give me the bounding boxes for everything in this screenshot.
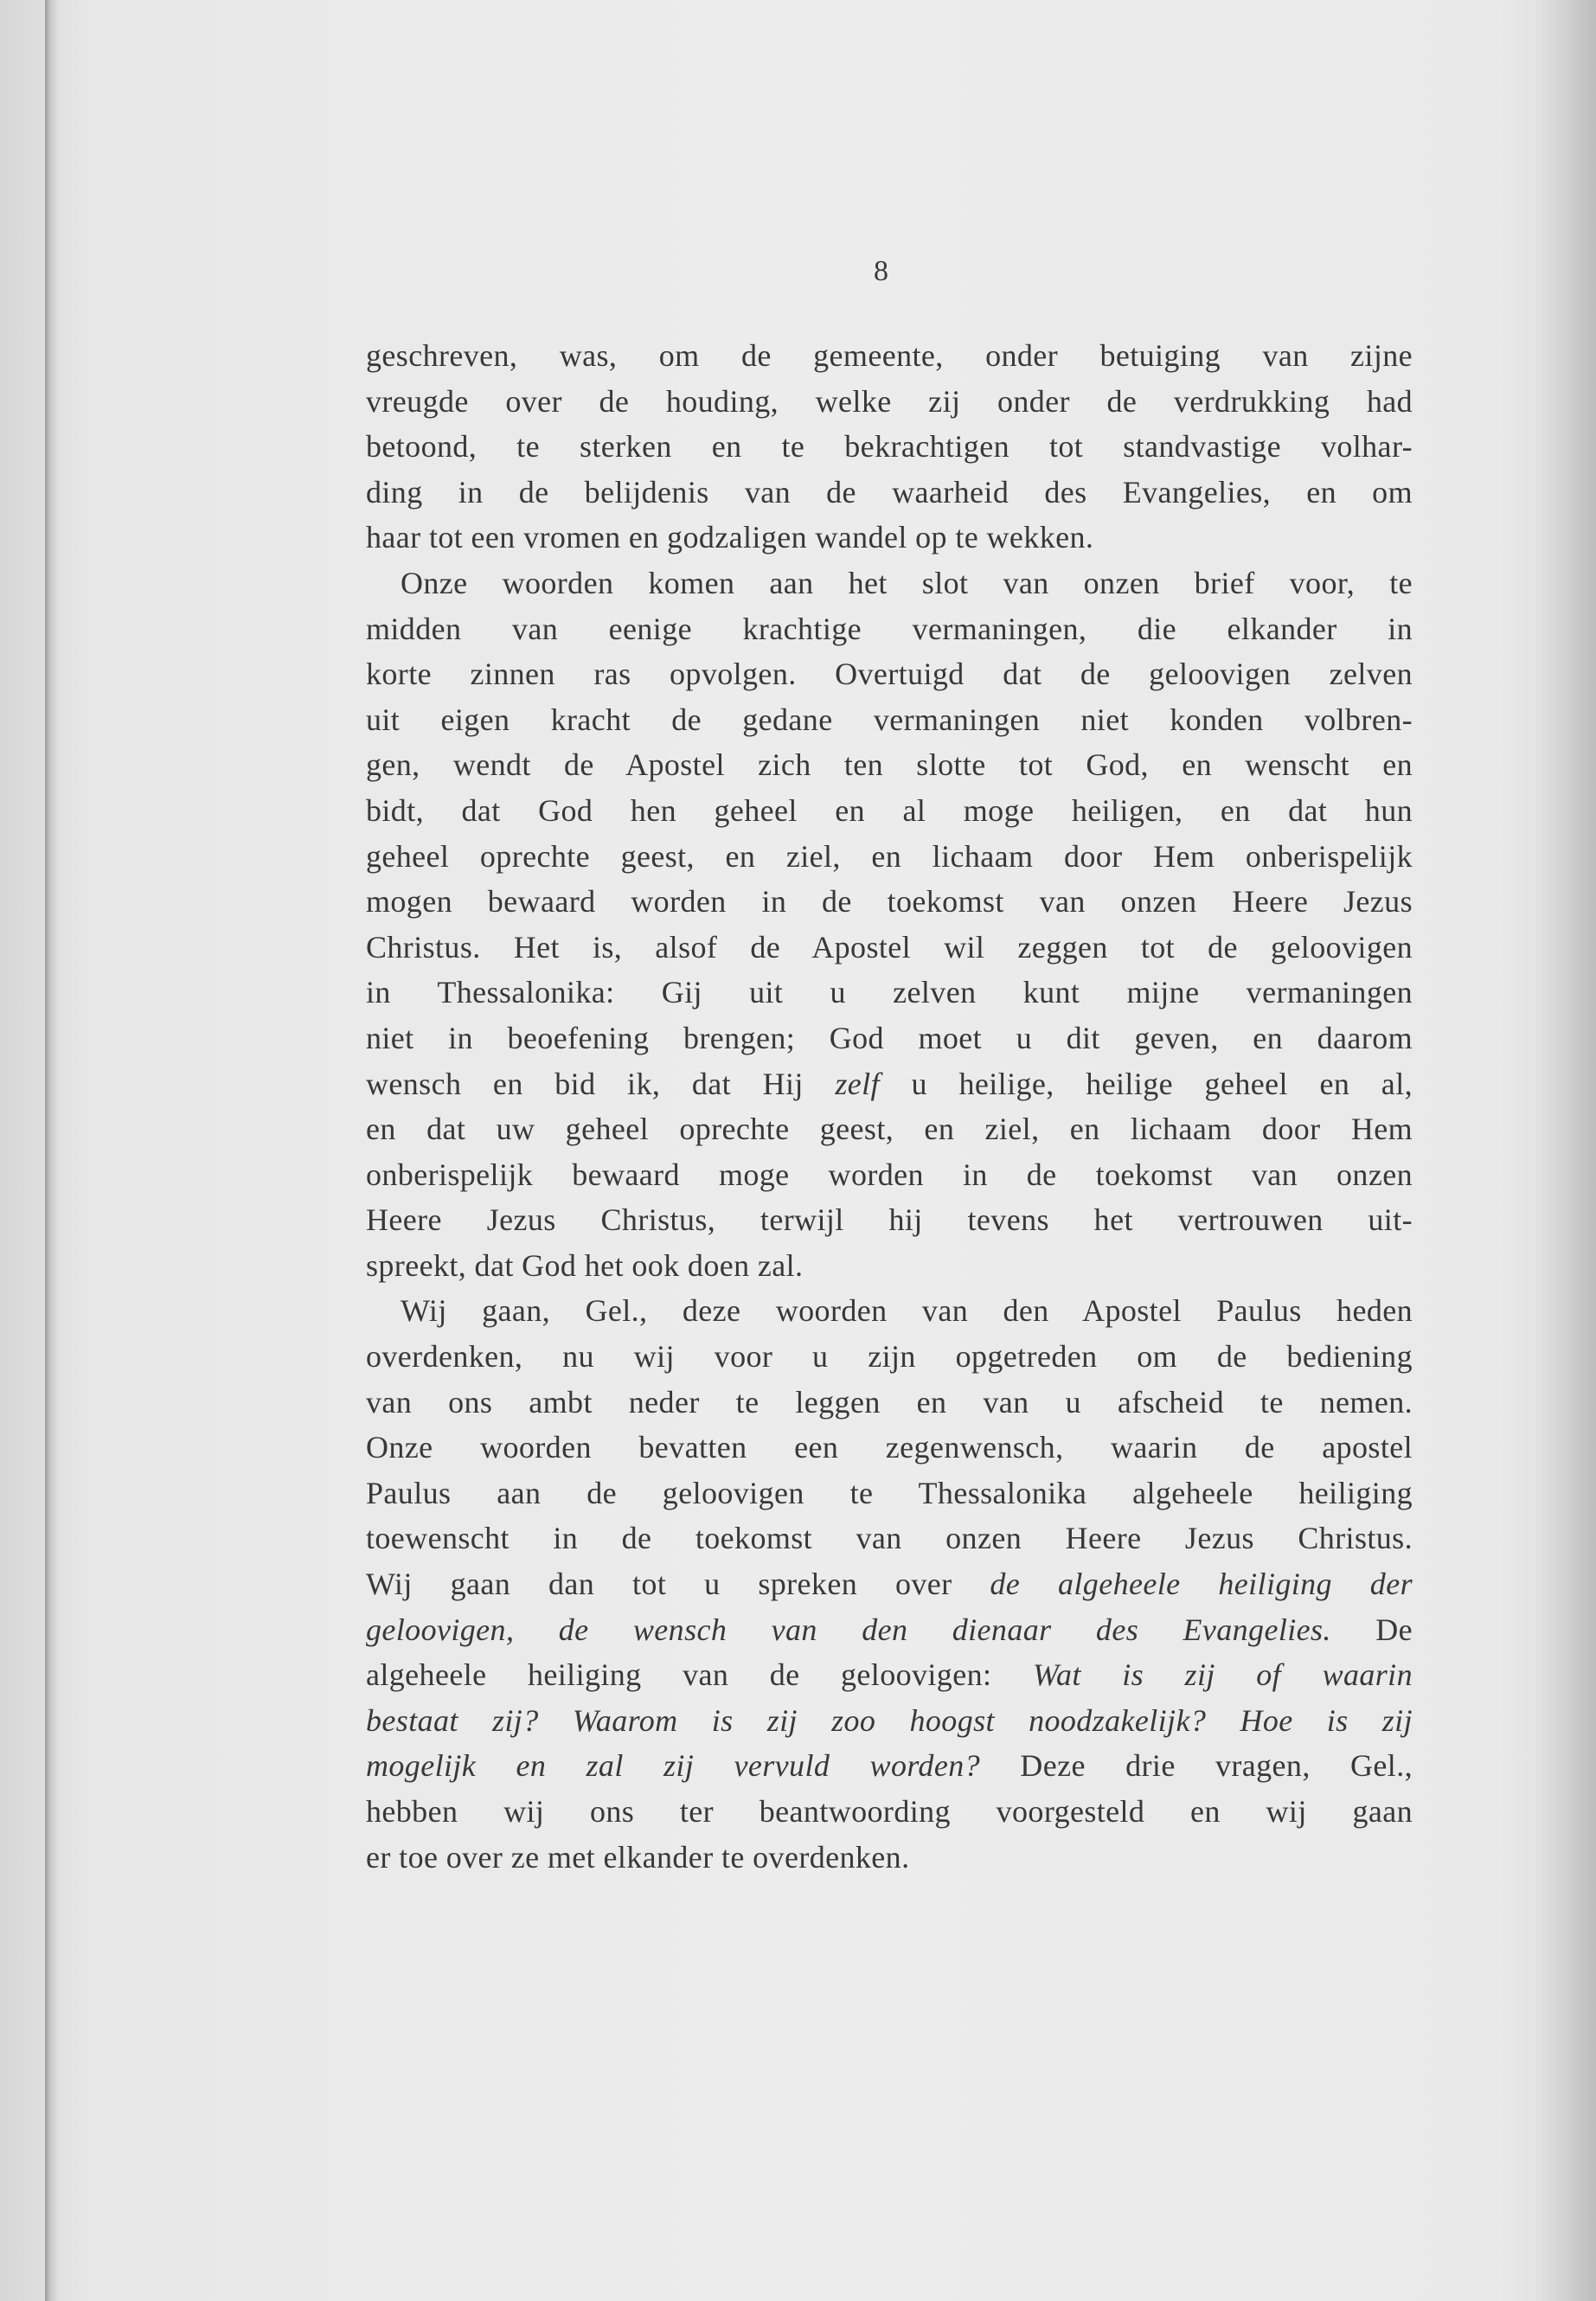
- text-line: onberispelijk bewaard moge worden in de toekomst van onzen: [366, 1157, 1413, 1192]
- text-segment: u heilige, heilige geheel en al,: [879, 1066, 1413, 1101]
- italic-segment: geloovigen, de wensch van den dienaar des Evangelies.: [366, 1612, 1331, 1647]
- text-segment: Deze drie vragen, Gel.,: [980, 1748, 1413, 1784]
- italic-segment: de algeheele heiliging der: [990, 1567, 1413, 1602]
- text-line: toewenscht in de toekomst van onzen Heere Jezus Christus.: [366, 1521, 1413, 1556]
- text-line: gen, wendt de Apostel zich ten slotte tot God, en wenscht en: [366, 747, 1413, 783]
- text-line-mixed: [366, 1698, 1413, 1744]
- text-line: bidt, dat God hen geheel en al moge heiligen, en dat hun: [366, 792, 1413, 828]
- text-line: Heere Jezus Christus, terwijl hij tevens het vertrouwen uit-: [366, 1202, 1413, 1238]
- italic-segment: mogelijk en zal zij vervuld worden?: [366, 1748, 981, 1784]
- text-line: Paulus aan de geloovigen te Thessalonika algeheele heiliging: [366, 1475, 1413, 1510]
- text-line: Christus. Het is, alsof de Apostel wil zeggen tot de geloovigen: [366, 929, 1413, 965]
- text-line: vreugde over de houding, welke zij onder de verdrukking had: [366, 383, 1413, 419]
- text-line: niet in beoefening brengen; God moet u dit geven, en daarom: [366, 1020, 1413, 1055]
- text-line: van ons ambt neder te leggen en van u afscheid te nemen.: [366, 1384, 1413, 1420]
- page-right-edge-shadow: [1535, 0, 1596, 2301]
- italic-segment: bestaat zij? Waarom is zij zoo hoogst noodzakelijk? Hoe is zij: [366, 1702, 1413, 1738]
- text-line-mixed: [366, 1743, 1413, 1789]
- text-line: en dat uw geheel oprechte geest, en ziel, en lichaam door Hem: [366, 1112, 1413, 1147]
- text-line: geheel oprechte geest, en ziel, en lichaam door Hem onberispelijk: [366, 838, 1413, 874]
- text-segment: wensch en bid ik, dat Hij: [366, 1066, 836, 1101]
- text-segment: algeheele heiliging van de geloovigen:: [366, 1657, 1033, 1693]
- text-line: mogen bewaard worden in de toekomst van onzen Heere Jezus: [366, 884, 1413, 920]
- text-line: ding in de belijdenis van de waarheid des Evangelies, en om: [366, 474, 1413, 510]
- text-line: er toe over ze met elkander te overdenken.: [366, 1839, 910, 1875]
- text-line: haar tot een vromen en godzaligen wandel op te wekken.: [366, 520, 1094, 555]
- text-line: spreekt, dat God het ook doen zal.: [366, 1247, 804, 1283]
- text-line: Wij gaan, Gel., deze woorden van den Apostel Paulus heden: [401, 1293, 1413, 1329]
- text-line-mixed: [366, 1561, 1413, 1607]
- text-line-mixed: [366, 1607, 1413, 1653]
- text-segment: Wij gaan dan tot u spreken over: [366, 1567, 990, 1602]
- page-left-edge-shadow: [45, 0, 59, 2301]
- text-line: korte zinnen ras opvolgen. Overtuigd dat de geloovigen zelven: [366, 657, 1413, 692]
- text-line: geschreven, was, om de gemeente, onder betuiging van zijne: [366, 338, 1413, 373]
- italic-segment: Wat is zij of waarin: [1032, 1657, 1413, 1693]
- text-line-mixed: [366, 1061, 1413, 1107]
- text-line: uit eigen kracht de gedane vermaningen niet konden volbren-: [366, 702, 1413, 737]
- text-line-mixed: [366, 1652, 1413, 1698]
- text-line: in Thessalonika: Gij uit u zelven kunt mijne vermaningen: [366, 975, 1413, 1010]
- text-line: betoond, te sterken en te bekrachtigen tot standvastige volhar-: [366, 429, 1413, 465]
- text-segment: De: [1330, 1612, 1413, 1647]
- text-line: Onze woorden bevatten een zegenwensch, waarin de apostel: [366, 1430, 1413, 1465]
- text-line: midden van eenige krachtige vermaningen, die elkander in: [366, 611, 1413, 646]
- text-line: hebben wij ons ter beantwoording voorgesteld en wij gaan: [366, 1794, 1413, 1829]
- page-number: 8: [874, 255, 888, 287]
- text-line: overdenken, nu wij voor u zijn opgetreden om de bediening: [366, 1339, 1413, 1375]
- body-text: [366, 333, 1413, 1880]
- italic-segment: zelf: [835, 1066, 880, 1101]
- text-line: Onze woorden komen aan het slot van onzen brief voor, te: [401, 565, 1413, 600]
